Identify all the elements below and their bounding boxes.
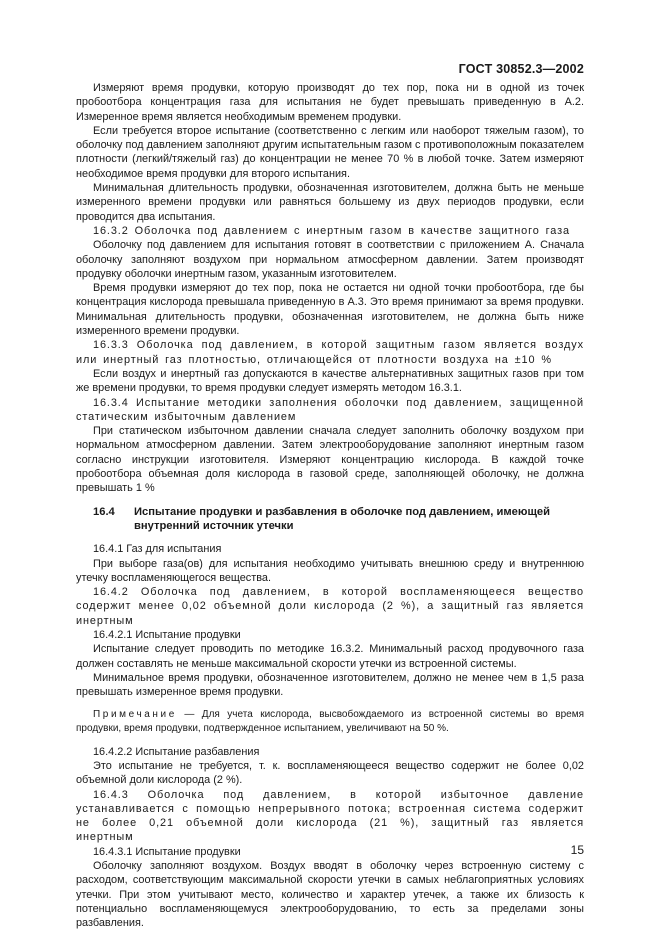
section-heading-16-4: [76, 505, 584, 534]
paragraph: Минимальная длительность продувки, обозначенная изготовителем, должна быть не меньше измеренного времени продувки или равняться большему из двух периодов продувки, если проводится два испытания.: [76, 182, 584, 223]
paragraph: Если воздух и инертный газ допускаются в качестве альтернативных защитных газов при том же времени продувки, то время продувки следует измерять методом 16.3.1.: [76, 367, 584, 395]
note-text: — Для учета кислорода, высвобождаемого из встроенной системы во время продувки, время продувки, подтвержденное испытанием, увеличивают на 50 %.: [76, 709, 584, 735]
subsection-heading-16-3-2: 16.3.2 Оболочка под давлением с инертным газом в качестве защитного газа: [93, 224, 570, 237]
paragraph: Время продувки измеряют до тех пор, пока не остается ни одной точки пробоотбора, где бы концентрация кислорода превышала приведенную в А.3. Это время принимают за время продувки. Минимальная длительность продувки, обозначенная изготовителем, не должна быть ниже измеренного времени продувки.: [76, 282, 584, 338]
subsection-heading-16-3-3: 16.3.3 Оболочка под давлением, в которой защитным газом является воздух или инертный газ плотностью, отличающейся от плотности воздуха на ±10 %: [76, 339, 584, 366]
section-title: Испытание продувки и разбавления в оболочке под давлением, имеющей внутренний источник утечки: [134, 505, 550, 532]
paragraph: Оболочку под давлением для испытания готовят в соответствии с приложением А. Сначала оболочку заполняют воздухом при нормальном атмосферном давлении. Затем производят продувку оболочки инертным газом, указанным изготовителем.: [76, 239, 584, 280]
subsection-heading-16-3-4: 16.3.4 Испытание методики заполнения оболочки под давлением, защищенной статическим избыточным давлением: [76, 396, 584, 423]
paragraph: Оболочку заполняют воздухом. Воздух вводят в оболочку через встроенную систему с расходом, соответствующим максимальной скорости утечки в самых неблагоприятных условиях утечки. При этом учитывают место, количество и характер утечек, а также их близость к потенциально воспламеняющемуся электрооборудованию, то есть за пределами зоны разбавления.: [76, 860, 584, 930]
paragraph: Если требуется второе испытание (соответственно с легким или наоборот тяжелым газом), то оболочку под давлением заполняют другим испытательным газом с противоположным показателем плотности (легкий/тяжелый газ) до концентрации не менее 70 % в любой точке. Затем измеряют необходимое время продувки для второго испытания.: [76, 124, 584, 180]
page-number: 15: [570, 843, 584, 857]
subsection-heading-16-4-2: 16.4.2 Оболочка под давлением, в которой воспламеняющееся вещество содержит менее 0,02 объемной доли кислорода (2 %), а защитный газ является инертным: [76, 586, 584, 627]
paragraph: При выборе газа(ов) для испытания необходимо учитывать внешнюю среду и внутреннюю утечку воспламеняющегося вещества.: [76, 557, 584, 584]
paragraph: При статическом избыточном давлении сначала следует заполнить оболочку воздухом при нормальном атмосферном давлении. Затем электрооборудование заполняют инертным газом согласно инструкции изготовителя. Измеряют концентрацию кислорода. В каждой точке пробоотбора объемная доля кислорода в газовой среде, заполняющей оболочку, не должна превышать 1 %: [76, 425, 584, 495]
subsection-heading-16-4-1: 16.4.1 Газ для испытания: [93, 543, 222, 556]
document-id-header: ГОСТ 30852.3—2002: [458, 62, 584, 76]
subsection-heading-16-4-2-1: 16.4.2.1 Испытание продувки: [93, 628, 241, 641]
paragraph: Это испытание не требуется, т. к. воспламеняющееся вещество содержит не более 0,02 объемной доли кислорода (2 %).: [76, 759, 584, 787]
paragraph: Минимальное время продувки, обозначенное изготовителем, должно не менее чем в 1,5 раза превышать измеренное время продувки.: [76, 671, 584, 699]
document-body: [76, 81, 584, 931]
subsection-heading-16-4-3: 16.4.3 Оболочка под давлением, в которой избыточное давление устанавливается с помощью непрерывного потока; встроенная система содержит не более 0,21 объемной доли кислорода (21 %), защитный газ является инертным: [76, 788, 584, 844]
subsection-heading-16-4-3-1: 16.4.3.1 Испытание продувки: [93, 845, 241, 858]
paragraph: Испытание следует проводить по методике 16.3.2. Минимальный расход продувочного газа должен составлять не меньше максимальной скорости утечки из встроенной системы.: [76, 643, 584, 670]
paragraph: Измеряют время продувки, которую производят до тех пор, пока ни в одной из точек пробоотбора концентрация газа для испытания не будет превышать приведенную в А.2. Измеренное время является необходимым временем продувки.: [76, 82, 584, 123]
note-label: Примечание: [93, 709, 177, 721]
note: [76, 708, 584, 735]
section-number: 16.4: [93, 505, 115, 518]
subsection-heading-16-4-2-2: 16.4.2.2 Испытание разбавления: [93, 745, 260, 758]
